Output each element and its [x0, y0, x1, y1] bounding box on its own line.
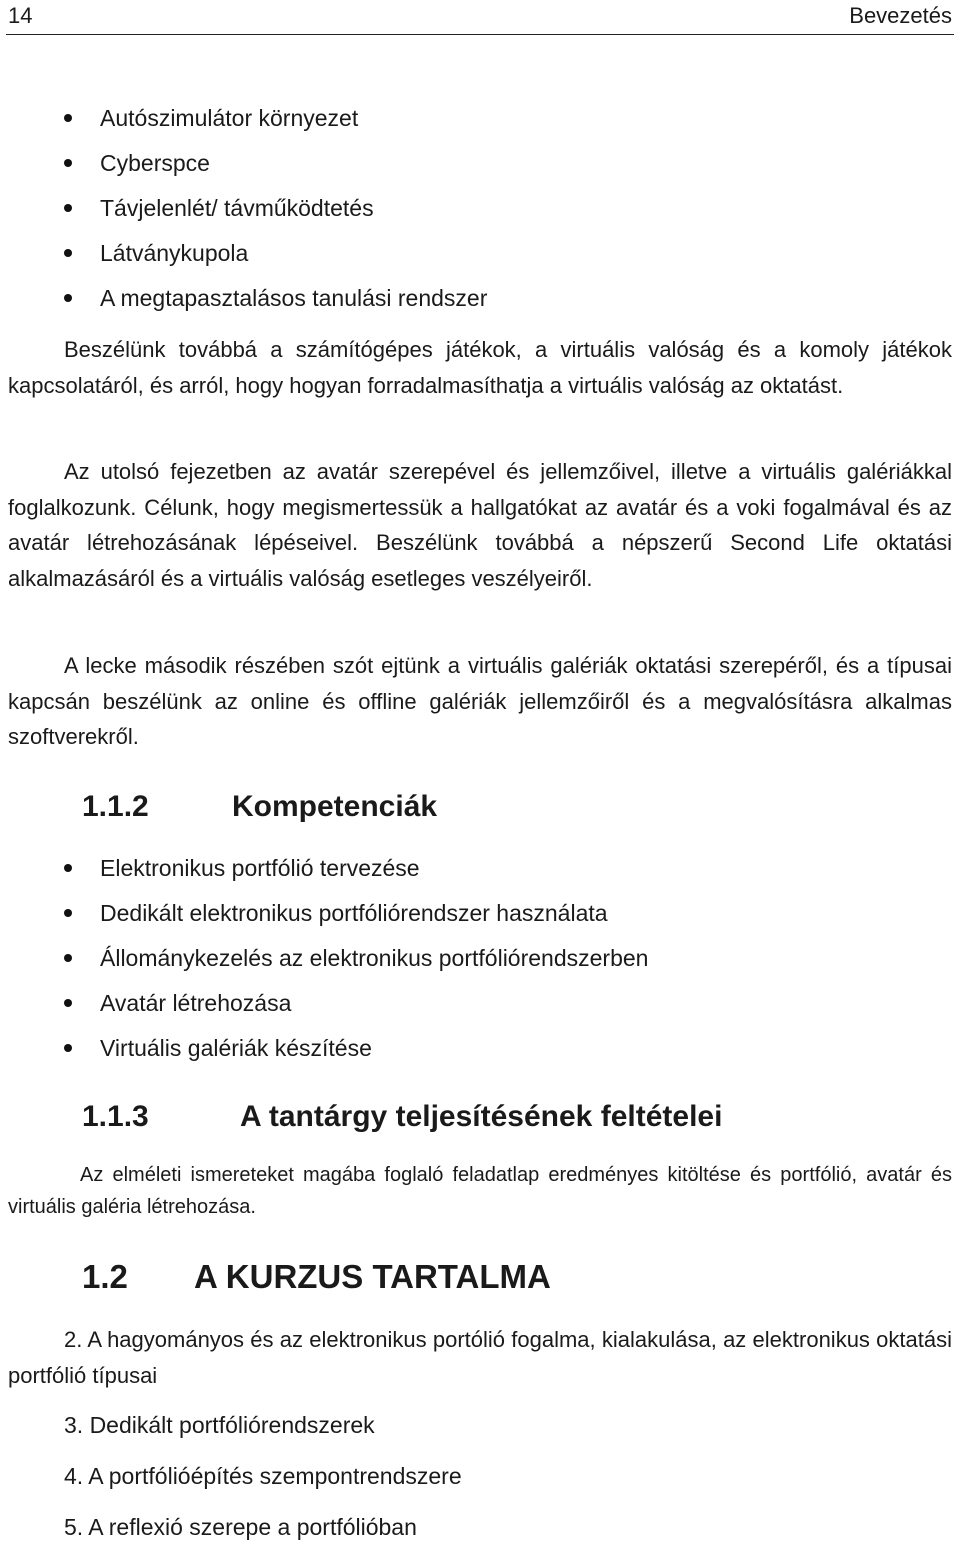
bullet-icon	[64, 114, 72, 122]
list-item: Távjelenlét/ távműködtetés	[0, 195, 487, 240]
paragraph-galleries: A lecke második részében szót ejtünk a virtuális galériák oktatási szerepéről, és a típusai kapcsán beszélünk az online és offline galériák jellemzőiről és a megvalósításra alkalmas szoftverekről.	[8, 653, 952, 750]
bullet-icon	[64, 294, 72, 302]
bullet-icon	[64, 909, 72, 917]
list-item: Látványkupola	[0, 240, 487, 285]
section-title: A tantárgy teljesítésének feltételei	[240, 1100, 723, 1133]
section-heading-requirements	[82, 1100, 722, 1134]
bullet-icon	[64, 249, 72, 257]
page-header	[6, 0, 954, 35]
list-item: Cyberspce	[0, 150, 487, 195]
bullet-icon	[64, 1044, 72, 1052]
intro-bullet-list	[0, 105, 487, 330]
course-item-3: 3. Dedikált portfóliórendszerek	[64, 1412, 375, 1438]
bullet-icon	[64, 999, 72, 1007]
bullet-icon	[64, 864, 72, 872]
page-number: 14	[8, 3, 33, 28]
bullet-icon	[64, 954, 72, 962]
paragraph-requirements: Az elméleti ismereteket magába foglaló feladatlap eredményes kitöltése és portfólió, avatár és virtuális galéria létrehozása.	[8, 1164, 952, 1218]
section-heading-course-content	[82, 1258, 551, 1296]
section-number: 1.1.3	[82, 1100, 149, 1133]
bullet-icon	[64, 159, 72, 167]
section-number: 1.2	[82, 1258, 128, 1295]
course-item-2: 2. A hagyományos és az elektronikus portólió fogalma, kialakulása, az elektronikus oktatási portfólió típusai	[8, 1327, 952, 1388]
section-title: A KURZUS TARTALMA	[194, 1258, 551, 1295]
section-number: 1.1.2	[82, 790, 149, 823]
list-item: Virtuális galériák készítése	[0, 1035, 648, 1080]
list-item: Elektronikus portfólió tervezése	[0, 855, 648, 900]
section-title: Kompetenciák	[232, 790, 438, 823]
course-item-5: 5. A reflexió szerepe a portfólióban	[64, 1514, 417, 1540]
course-item-4: 4. A portfólióépítés szempontrendszere	[64, 1463, 462, 1489]
bullet-icon	[64, 204, 72, 212]
section-heading-competencies	[82, 790, 437, 824]
list-item: Állománykezelés az elektronikus portfóliórendszerben	[0, 945, 648, 990]
competencies-list	[0, 855, 648, 1080]
chapter-title: Bevezetés	[849, 3, 952, 28]
list-item: Autószimulátor környezet	[0, 105, 487, 150]
list-item: Dedikált elektronikus portfóliórendszer használata	[0, 900, 648, 945]
list-item: A megtapasztalásos tanulási rendszer	[0, 285, 487, 330]
paragraph-games: Beszélünk továbbá a számítógépes játékok, a virtuális valóság és a komoly játékok kapcsolatáról, és arról, hogy hogyan forradalmasíthatja a virtuális valóság az oktatást.	[8, 337, 952, 398]
list-item: Avatár létrehozása	[0, 990, 648, 1035]
paragraph-avatar: Az utolsó fejezetben az avatár szerepével és jellemzőivel, illetve a virtuális galériákkal foglalkozunk. Célunk, hogy megismertessük a hallgatókat az avatár és a voki fogalmával és az avatár létrehozásának lépéseivel. Beszélünk továbbá a népszerű Second Life oktatási alkalmazásáról és a virtuális valóság esetleges veszélyeiről.	[8, 459, 952, 592]
